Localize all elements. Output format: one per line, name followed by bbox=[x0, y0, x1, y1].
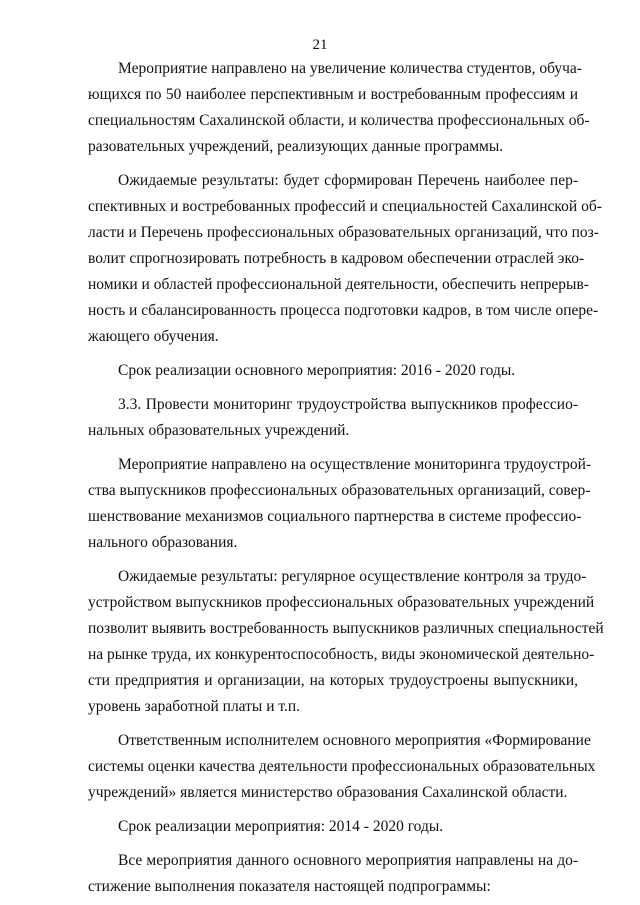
text-line: Все мероприятия данного основного мероприятия направлены на до- bbox=[118, 852, 578, 869]
text-line: учреждений» является министерство образования Сахалинской области. bbox=[88, 784, 568, 801]
text-line: разовательных учреждений, реализующих данные программы. bbox=[88, 138, 504, 155]
text-line: на рынке труда, их конкурентоспособность, виды экономической деятельно- bbox=[88, 646, 595, 663]
text-line: ласти и Перечень профессиональных образовательных организаций, что поз- bbox=[88, 224, 599, 241]
text-line: специальностям Сахалинской области, и количества профессиональных об- bbox=[88, 112, 590, 129]
text-line: Ответственным исполнителем основного мероприятия «Формирование bbox=[118, 732, 591, 749]
text-line: ность и сбалансированность процесса подготовки кадров, в том числе опере- bbox=[88, 302, 599, 319]
text-line: спективных и востребованных профессий и специальностей Сахалинской об- bbox=[88, 198, 602, 215]
text-line: волит спрогнозировать потребность в кадровом обеспечении отраслей эко- bbox=[88, 250, 585, 267]
text-line: стижение выполнения показателя настоящей подпрограммы: bbox=[88, 878, 491, 895]
text-line: позволит выявить востребованность выпускников различных специальностей bbox=[88, 620, 604, 637]
paragraph bbox=[88, 564, 604, 720]
text-line: ства выпускников профессиональных образовательных организаций, совер- bbox=[88, 482, 591, 499]
text-line: сти предприятия и организации, на которых трудоустроены выпускники, bbox=[88, 672, 578, 689]
text-line: системы оценки качества деятельности профессиональных образовательных bbox=[88, 758, 596, 775]
document-body bbox=[88, 56, 604, 900]
text-line: Ожидаемые результаты: будет сформирован Перечень наиболее пер- bbox=[118, 172, 578, 189]
paragraph bbox=[88, 452, 592, 556]
text-line: жающего обучения. bbox=[88, 328, 219, 345]
text-line: нального образования. bbox=[88, 534, 238, 551]
paragraph bbox=[88, 168, 602, 350]
paragraph bbox=[88, 358, 578, 384]
text-line: номики и областей профессиональной деятельности, обеспечить непрерыв- bbox=[88, 276, 589, 293]
page-number: 21 bbox=[312, 37, 328, 53]
text-line: Мероприятие направлено на увеличение количества студентов, обуча- bbox=[118, 60, 582, 77]
text-line: устройством выпускников профессиональных образовательных учреждений bbox=[88, 594, 595, 611]
text-line: Мероприятие направлено на осуществление мониторинга трудоустрой- bbox=[118, 456, 592, 473]
text-line: 3.3. Провести мониторинг трудоустройства выпускников профессио- bbox=[118, 396, 578, 413]
text-line: ющихся по 50 наиболее перспективным и востребованным профессиям и bbox=[88, 86, 578, 103]
text-line: Ожидаемые результаты: регулярное осуществление контроля за трудо- bbox=[118, 568, 587, 585]
paragraph bbox=[88, 728, 596, 806]
paragraph bbox=[88, 848, 578, 900]
text-line: шенствование механизмов социального партнерства в системе профессио- bbox=[88, 508, 582, 525]
paragraph bbox=[88, 814, 578, 840]
text-line: нальных образовательных учреждений. bbox=[88, 422, 350, 439]
text-line: уровень заработной платы и т.п. bbox=[88, 698, 301, 715]
text-line: Срок реализации основного мероприятия: 2016 - 2020 годы. bbox=[118, 362, 516, 379]
paragraph bbox=[88, 56, 590, 160]
paragraph bbox=[88, 392, 578, 444]
text-line: Срок реализации мероприятия: 2014 - 2020 годы. bbox=[118, 818, 444, 835]
